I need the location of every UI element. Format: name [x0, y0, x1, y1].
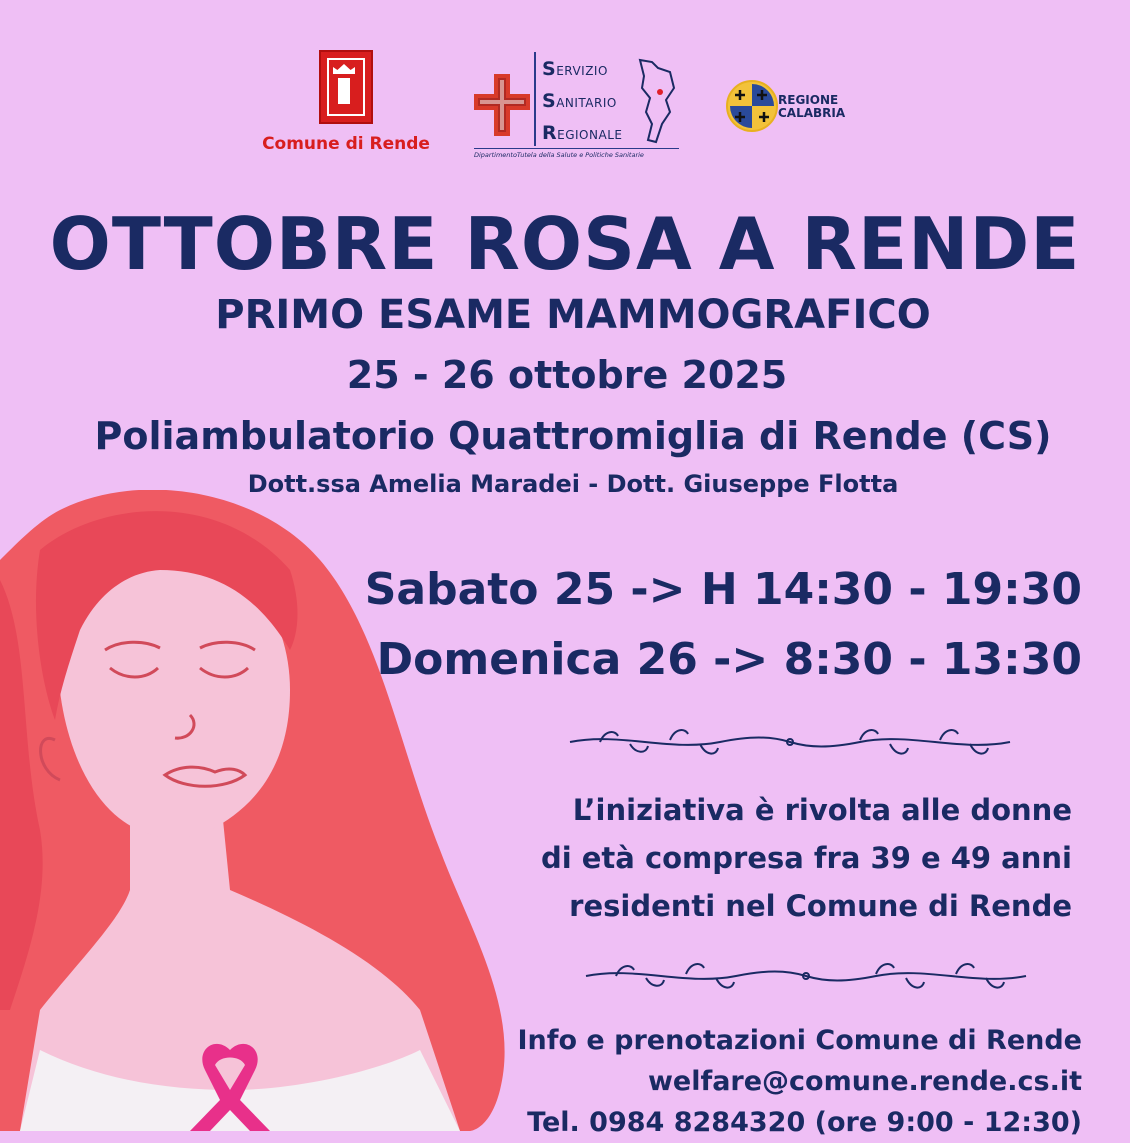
info-email[interactable]: welfare@comune.rende.cs.it: [647, 1066, 1082, 1097]
ssr-line1-rest: ERVIZIO: [556, 64, 608, 78]
calabria-map-icon: [634, 58, 678, 144]
event-location: Poliambulatorio Quattromiglia di Rende (CS): [94, 414, 1052, 458]
ssr-line2-rest: ANITARIO: [556, 96, 617, 110]
servizio-sanitario-regionale-logo: [474, 52, 679, 162]
ssr-cross-icon: [474, 74, 530, 136]
ssr-line1-initial: S: [542, 58, 557, 80]
floral-divider-icon: [576, 956, 1036, 996]
regione-calabria-line1: REGIONE: [778, 93, 839, 107]
ssr-line2-initial: S: [542, 90, 557, 112]
info-heading: Info e prenotazioni Comune di Rende: [517, 1025, 1082, 1056]
event-doctors: Dott.ssa Amelia Maradei - Dott. Giuseppe Flotta: [247, 470, 899, 498]
event-dates: 25 - 26 ottobre 2025: [346, 353, 788, 397]
page-subtitle: PRIMO ESAME MAMMOGRAFICO: [215, 292, 931, 338]
comune-di-rende-name: Comune di Rende: [262, 134, 430, 154]
contact-info: [517, 1020, 1082, 1143]
target-line-1: L’iniziativa è rivolta alle donne: [572, 793, 1072, 827]
target-line-3: residenti nel Comune di Rende: [569, 889, 1072, 923]
schedule-saturday: Sabato 25 -> H 14:30 - 19:30: [364, 564, 1082, 615]
ssr-footer-text: DipartimentoTutela della Salute e Politiche Sanitarie: [474, 148, 679, 159]
floral-divider-icon: [560, 722, 1020, 762]
ssr-line3-initial: R: [542, 122, 558, 144]
ssr-line3-rest: EGIONALE: [557, 128, 623, 142]
target-line-2: di età compresa fra 39 e 49 anni: [540, 841, 1072, 875]
regione-calabria-logo: [726, 80, 866, 134]
rende-crest-icon: [319, 50, 373, 124]
regione-calabria-emblem-icon: [726, 80, 778, 132]
schedule-sunday: Domenica 26 -> 8:30 - 13:30: [376, 634, 1082, 685]
comune-di-rende-logo: [256, 50, 436, 154]
regione-calabria-line2: CALABRIA: [778, 106, 846, 120]
target-audience: [541, 786, 1072, 930]
page-title: OTTOBRE ROSA A RENDE: [49, 202, 1081, 286]
info-phone[interactable]: Tel. 0984 8284320 (ore 9:00 - 12:30): [527, 1107, 1082, 1138]
